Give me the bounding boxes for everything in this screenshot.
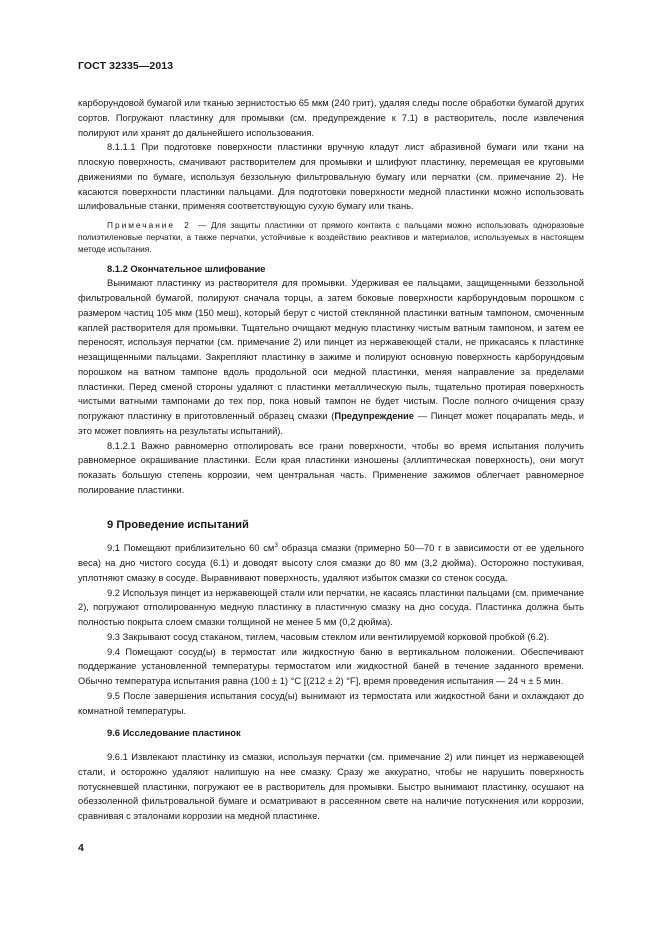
paragraph-8-1-2-tail: — Пинцет может поцарапать медь, и это может повлиять на результаты испытаний). — [78, 411, 584, 436]
paragraph-9-6-1: 9.6.1 Извлекают пластинку из смазки, используя перчатки (см. примечание 2) или пинцет из нержавеющей стали, и осторожно удаляют налипшую на нее смазку. Сразу же аккуратно, чтобы не нарушить поверхность потускневшей пластинки, погружают ее в растворитель для промывки. Быстро вынимают пластинку, осушают на обеззоленной фильтровальной бумаге и осматривают в рассеянном свете на наличие потускнения или коррозии, сравнивая с эталонами коррозии на медной пластинке. — [78, 752, 584, 822]
note-number: 2 — [184, 220, 189, 230]
paragraph-8-1-2-1: 8.1.2.1 Важно равномерно отполировать все грани поверхности, чтобы во время испытания получить равномерное окрашивание пластинки. Если края пластинки изношены (эллиптическая поверхность), они могут показать большую степень коррозии, чем центральная часть. Применение зажимов облегчает равномерное полирование пластинки. — [78, 440, 584, 495]
paragraph-continuation: карборундовой бумагой или тканью зернистостью 65 мкм (240 грит), удаляя следы после обработки бумагой других сортов. Погружают пластинку для промывки (см. предупреждение к 7.1) в растворитель, после извлечения полируют или хранят до дальнейшего использования. — [78, 98, 584, 138]
section-heading-9: 9 Проведение испытаний — [107, 518, 249, 531]
page-number: 4 — [78, 842, 84, 854]
warning-label: Предупреждение — [334, 411, 414, 422]
paragraph-8-1-2 — [78, 276, 584, 438]
paragraph-9-3: 9.3 Закрывают сосуд стаканом, тиглем, часовым стеклом или вентилируемой корковой пробкой (6.2). — [107, 631, 550, 642]
note-2 — [78, 219, 584, 256]
standard-header: ГОСТ 32335—2013 — [78, 60, 174, 72]
paragraph-8-1-1-1: 8.1.1.1 При подготовке поверхности пластинки вручную кладут лист абразивной бумаги или ткани на плоскую поверхность, смачивают растворителем для промывки и шлифуют пластинку, перемещая ее круговыми движениями по бумаге, используя беззольную фильтровальную бумагу или перчатки (см. примечание 2). Не касаются поверхности пластинки пальцами. Для подготовки поверхности медной пластинки можно использовать шлифовальные станки, применяя соответствующую сухую бумагу или ткань. — [78, 142, 584, 212]
paragraph-9-2: 9.2 Используя пинцет из нержавеющей стали или перчатки, не касаясь пластинки пальцами (см. примечание 2), погружают отполированную медную пластинку в пластичную смазку на дно сосуда. Пластинка должна быть полностью покрыта слоем смазки толщиной не менее 5 мм (0,2 дюйма). — [78, 587, 584, 628]
page-content — [78, 96, 584, 824]
heading-8-1-2: 8.1.2 Окончательное шлифование — [107, 263, 266, 274]
note-text: — Для защиты пластинки от прямого контакта с пальцами можно использовать одноразовые полиэтиленовые перчатки, а также перчатки, устойчивые к воздействию реактивов и материалов, используемых в настоящем методе испытания. — [78, 220, 584, 255]
paragraph-9-1-text: 9.1 Помещают приблизительно 60 см — [107, 543, 275, 554]
paragraph-9-5: 9.5 После завершения испытания сосуд(ы) вынимают из термостата или жидкостной бани и охлаждают до комнатной температуры. — [78, 690, 584, 716]
paragraph-8-1-2-text: Вынимают пластинку из растворителя для промывки. Удерживая ее пальцами, защищенными беззольной фильтровальной бумагой, полируют сначала торцы, а затем боковые поверхности карборундовым порошком с размером частиц 105 мкм (150 меш), который берут с чистой стеклянной пластинки ватным тампоном, смоченным каплей растворителя для промывки. Тщательно очищают медную пластинку чистым ватным тампоном, и затем ее переносят, используя перчатки (см. примечание 2) или пинцет из нержавеющей стали, не прикасаясь к пластинке незащищенными пальцами. Закрепляют пластинку в зажиме и полируют основную поверхность карборундовым порошком на ватном тампоне вдоль продольной оси медной пластинки, меняя направление за пределами пластинки. Перед сменой стороны удаляют с пластинки металлическую пыль, тщательно протирая поверхность чистыми ватными тампонами до тех пор, пока новый тампон не будет чистым. После полного очищения сразу погружают пластинку в приготовленный образец смазки ( — [78, 278, 584, 422]
cubic-superscript: 3 — [274, 542, 278, 550]
paragraph-9-1-tail: образца смазки (примерно 50—70 г в зависимости от ее удельного веса) на дно чистого сосуда (6.1) и доводят высоту слоя смазки до 80 мм (3,2 дюйма). Осторожно постукивая, уплотняют смазку в сосуде. Выравнивают поверхность, удаляют избыток смазки со стенок сосуда. — [78, 543, 584, 583]
note-label: Примечание — [107, 220, 176, 230]
paragraph-9-4: 9.4 Помещают сосуд(ы) в термостат или жидкостную баню в вертикальном положении. Обеспечивают поддержание установленной температуры термостатом или жидкостной баней в течение заданного времени. Обычно температура испытания равна (100 ± 1) °С [(212 ± 2) °F], время проведения испытания — 24 ч ± 5 мин. — [78, 646, 584, 687]
paragraph-9-1 — [78, 541, 584, 585]
heading-9-6: 9.6 Исследование пластинок — [107, 728, 241, 739]
